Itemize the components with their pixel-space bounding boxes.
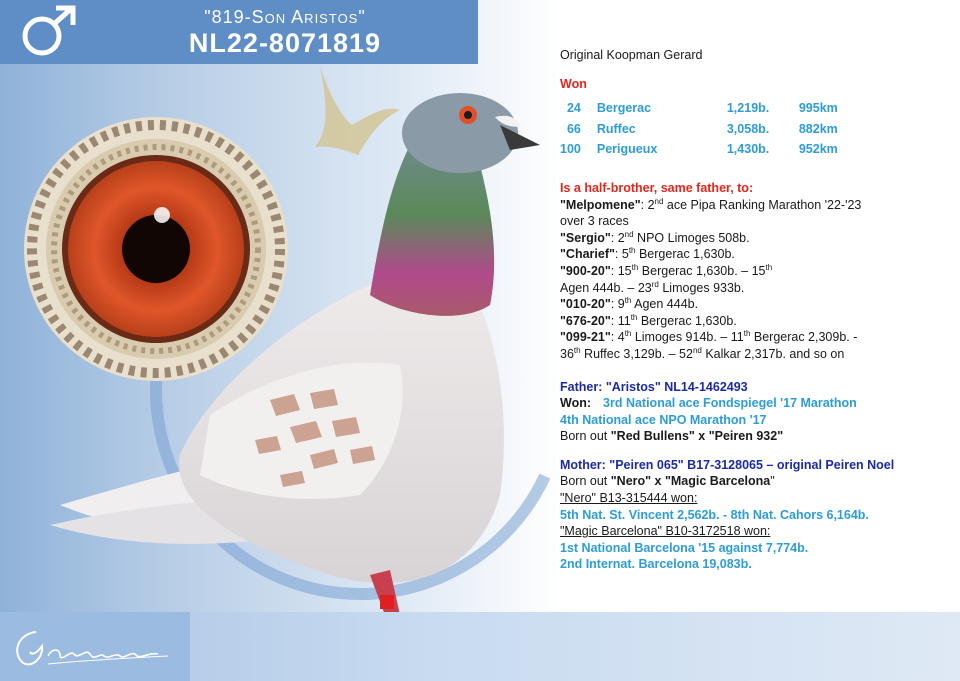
sibling-1: "Melpomene": 2nd ace Pipa Ranking Marathon '22-'23 bbox=[560, 196, 862, 212]
father-won: Won: 3rd National ace Fondspiegel '17 Marathon bbox=[560, 396, 857, 411]
sibling-2: "Sergio": 2nd NPO Limoges 508b. bbox=[560, 229, 750, 245]
results-table bbox=[560, 98, 838, 160]
sibling-1-cont: over 3 races bbox=[560, 214, 629, 229]
sibling-5: "010-20": 9th Agen 444b. bbox=[560, 295, 699, 312]
won-heading: Won bbox=[560, 76, 587, 91]
ring-number: NL22-8071819 bbox=[188, 28, 382, 58]
sibling-6: "676-20": 11th Bergerac 1,630b. bbox=[560, 312, 737, 328]
sibling-4-cont: Agen 444b. – 23rd Limoges 933b. bbox=[560, 279, 745, 295]
magic-line: "Magic Barcelona" B10-3172518 won: bbox=[560, 524, 771, 539]
result-race: Perigueux bbox=[596, 142, 658, 157]
sibling-3: "Charief": 5th Bergerac 1,630b. bbox=[560, 246, 735, 262]
header-band bbox=[0, 0, 478, 64]
magic-result-1: 1st National Barcelona '15 against 7,774b. bbox=[560, 540, 809, 555]
sibling-4: "900-20": 15th Bergerac 1,630b. – 15th bbox=[560, 262, 773, 278]
result-birds: 3,058b. bbox=[726, 121, 770, 136]
sibling-7: "099-21": 4th Limoges 914b. – 11th Bergerac 2,309b. - bbox=[560, 329, 858, 345]
result-birds: 1,219b. bbox=[726, 101, 770, 116]
father-heading: Father: "Aristos" NL14-1462493 bbox=[560, 379, 748, 394]
result-distance: 952km bbox=[798, 142, 838, 157]
result-distance: 882km bbox=[798, 121, 838, 136]
sibling-7-cont: 36th Ruffec 3,129b. – 52nd Kalkar 2,317b. and so on bbox=[560, 345, 845, 361]
result-rank: 66 bbox=[566, 121, 581, 136]
nero-results: 5th Nat. St. Vincent 2,562b. - 8th Nat. Cahors 6,164b. bbox=[560, 507, 869, 522]
half-brother-heading: Is a half-brother, same father, to: bbox=[560, 180, 754, 195]
father-result-2: 4th National ace NPO Marathon '17 bbox=[560, 412, 767, 427]
pigeon-name: "819-Son Aristos" bbox=[204, 7, 366, 27]
result-rank: 100 bbox=[560, 142, 581, 157]
origin-line: Original Koopman Gerard bbox=[560, 48, 703, 62]
male-symbol-icon bbox=[18, 4, 80, 60]
result-row bbox=[560, 98, 838, 119]
result-race: Ruffec bbox=[596, 121, 636, 136]
result-row bbox=[560, 119, 838, 140]
mother-born: Born out "Nero" x "Magic Barcelona" bbox=[560, 474, 775, 489]
signature-logo bbox=[8, 622, 178, 672]
eye-closeup bbox=[22, 115, 290, 383]
result-row bbox=[560, 139, 838, 160]
pedigree-text bbox=[560, 40, 955, 573]
result-birds: 1,430b. bbox=[726, 142, 770, 157]
result-distance: 995km bbox=[798, 101, 838, 116]
result-rank: 24 bbox=[566, 101, 581, 116]
result-race: Bergerac bbox=[596, 101, 652, 116]
mother-heading: Mother: "Peiren 065" B17-3128065 – original Peiren Noel bbox=[560, 457, 895, 472]
father-born: Born out "Red Bullens" x "Peiren 932" bbox=[560, 429, 784, 444]
nero-line: "Nero" B13-315444 won: bbox=[560, 491, 698, 506]
magic-result-2: 2nd Internat. Barcelona 19,083b. bbox=[560, 557, 752, 572]
bird-silhouette bbox=[315, 67, 400, 155]
